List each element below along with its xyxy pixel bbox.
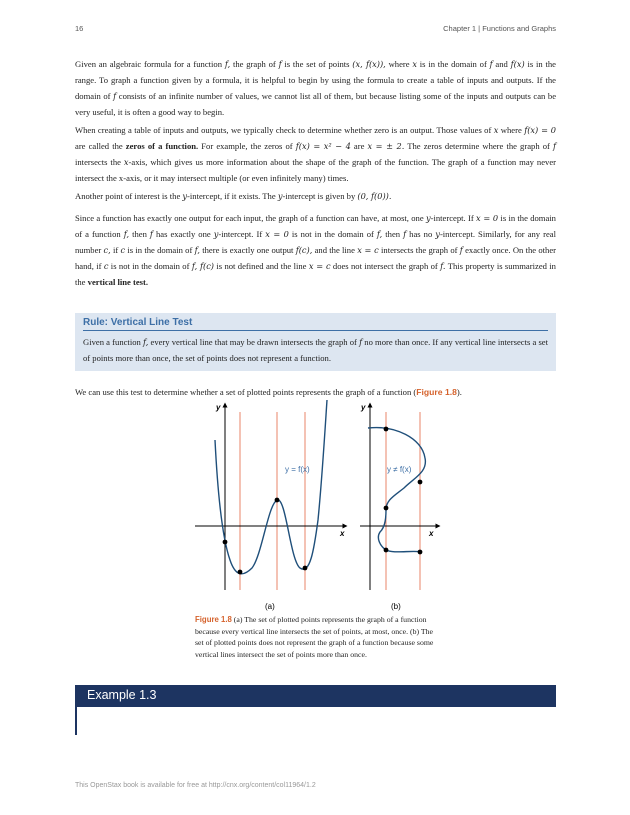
rule-box [75, 313, 556, 371]
footer-note: This OpenStax book is available for free at http://cnx.org/content/col11964/1.2 [75, 782, 316, 789]
rule-divider [83, 330, 548, 331]
relation-curve [368, 428, 425, 552]
x-axis-label: x [429, 529, 434, 538]
plot-point [418, 550, 423, 555]
plot-point [223, 540, 228, 545]
page-number: 16 [75, 24, 84, 33]
figure-caption: Figure 1.8 (a) The set of plotted points represents the graph of a function because every vertical line intersects the set of points, at most, once. (b) The set of plotted points does not represent the graph of a function because some vertical lines intersect the set of points more than once. [195, 615, 434, 659]
paragraph-graph-of-function: Given an algebraic formula for a function f, the graph of f is the set of points (x, f(x)), where x is in the domain of f and f(x) is in the range. To graph a function given by a formula, it is helpful to begin by using the formula to create a table of inputs and outputs. If the domain of f consists of an infinite number of values, we cannot list all of them, but because listing some of the inputs and outputs can be very useful, it is often a good way to begin. [75, 59, 557, 117]
function-curve [215, 400, 327, 574]
rule-title: Rule: Vertical Line Test [83, 317, 193, 328]
x-axis-label: x [340, 529, 345, 538]
plot-point [384, 427, 389, 432]
body-text [75, 56, 556, 292]
plot-point [238, 570, 243, 575]
panel-a [195, 400, 345, 611]
plot-point [418, 480, 423, 485]
plot-point [384, 548, 389, 553]
plot-point [384, 506, 389, 511]
figure-1-8 [190, 400, 450, 615]
y-axis-label: y [361, 403, 366, 412]
curve-label: y ≠ f(x) [387, 465, 412, 474]
panel-label: (a) [265, 602, 275, 611]
curve-label: y = f(x) [285, 465, 310, 474]
example-title: Example 1.3 [87, 688, 157, 702]
figure-label: Figure 1.8 [195, 615, 232, 624]
paragraph-y-intercept: Another point of interest is the y-intercept, if it exists. The y-intercept is given by (0, f(0)). [75, 191, 392, 201]
plot-point [275, 498, 280, 503]
figure-intro-text: We can use this test to determine whether a set of plotted points represents the graph of a function (Figure 1.8). [75, 387, 462, 397]
rule-text: Given a function f, every vertical line that may be drawn intersects the graph of f no more than once. If any vertical line intersects a set of points more than once, the set of points does not represent a function. [83, 337, 549, 363]
y-axis-label: y [216, 403, 221, 412]
plot-point [303, 566, 308, 571]
figure-link[interactable]: Figure 1.8 [416, 387, 457, 397]
running-header: Chapter 1 | Functions and Graphs [443, 24, 556, 33]
paragraph-zeros: When creating a table of inputs and outputs, we typically check to determine whether zero is an output. Those values of x where f(x) = 0 are called the zeros of a function. For example, the zeros of f(x) = x² − 4 are x = ± 2. The zeros determine where the graph of f intersects the x-axis, which gives us more information about the shape of the graph of the function. The graph of a function may never intersect the x-axis, or it may intersect multiple (or even infinitely many) times. [75, 125, 557, 183]
example-side-bar [75, 707, 77, 735]
example-header [75, 685, 556, 707]
panel-b [360, 403, 438, 611]
paragraph-one-output: Since a function has exactly one output for each input, the graph of a function can have, at most, one y-intercept. If x = 0 is in the domain of a function f, then f has exactly one y-intercept. If x = 0 is not in the domain of f, then f has no y-intercept. Similarly, for any real number c, if c is in the domain of f, there is exactly one output f(c), and the line x = c intersects the graph of f exactly once. On the other hand, if c is not in the domain of f, f(c) is not defined and the line x = c does not intersect the graph of f. This property is summarized in the vertical line test. [75, 213, 557, 287]
panel-label: (b) [391, 602, 401, 611]
